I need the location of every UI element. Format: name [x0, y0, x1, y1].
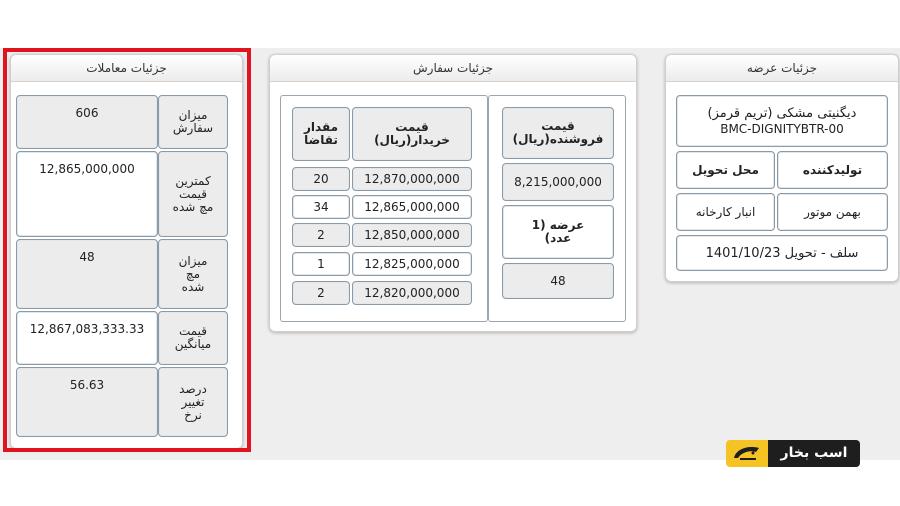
seller-price-header: قیمت فروشنده(ریال)	[502, 107, 614, 159]
location-value-cell: انبار کارخانه	[676, 193, 775, 231]
supply-qty-value: 48	[502, 263, 614, 299]
rate-change-percent-label: درصد تغییر نرخ	[158, 367, 228, 437]
red-highlight-frame	[3, 48, 251, 452]
supply-header: عرضه (1 عدد)	[502, 205, 614, 259]
transactions-title: جزئیات معاملات	[11, 55, 242, 82]
bid-price: 12,865,000,000	[352, 195, 472, 219]
producer-value-cell: بهمن موتور	[777, 193, 888, 231]
matched-amount-label: میزان مچ شده	[158, 239, 228, 309]
order-panel	[269, 54, 637, 332]
bid-price: 12,825,000,000	[352, 252, 472, 276]
bid-qty: 2	[292, 281, 350, 305]
bid-price: 12,850,000,000	[352, 223, 472, 247]
location-label-cell: محل تحویل	[676, 151, 775, 189]
bid-qty: 20	[292, 167, 350, 191]
buyer-price-header: قیمت خریدار(ریال)	[352, 107, 472, 161]
bid-qty: 2	[292, 223, 350, 247]
average-price-label: قیمت میانگین	[158, 311, 228, 365]
product-code: BMC-DIGNITYBTR-00	[720, 121, 844, 136]
offer-title: جزئیات عرضه	[666, 55, 898, 82]
rate-change-percent-value: 56.63	[16, 367, 158, 437]
bid-price: 12,870,000,000	[352, 167, 472, 191]
matched-amount-value: 48	[16, 239, 158, 309]
brand-logo	[726, 440, 860, 467]
offer-panel	[665, 54, 899, 282]
bid-qty: 34	[292, 195, 350, 219]
lowest-matched-price-value: 12,865,000,000	[16, 151, 158, 237]
brand-logo-text: اسب بخار	[768, 440, 860, 467]
order-title: جزئیات سفارش	[270, 55, 636, 82]
horse-logo-icon	[726, 440, 768, 467]
seller-price-value: 8,215,000,000	[502, 163, 614, 201]
product-name: دیگنیتی مشکی (تریم قرمز)	[707, 105, 857, 121]
lowest-matched-price-label: کمترین قیمت مچ شده	[158, 151, 228, 237]
bid-price: 12,820,000,000	[352, 281, 472, 305]
average-price-value: 12,867,083,333.33	[16, 311, 158, 365]
order-amount-value: 606	[16, 95, 158, 149]
quantity-header: مقدار تقاضا	[292, 107, 350, 161]
producer-label-cell: تولیدکننده	[777, 151, 888, 189]
product-name-cell	[676, 95, 888, 147]
bid-qty: 1	[292, 252, 350, 276]
order-amount-label: میزان سفارش	[158, 95, 228, 149]
delivery-cell: سلف - تحویل 1401/10/23	[676, 235, 888, 271]
